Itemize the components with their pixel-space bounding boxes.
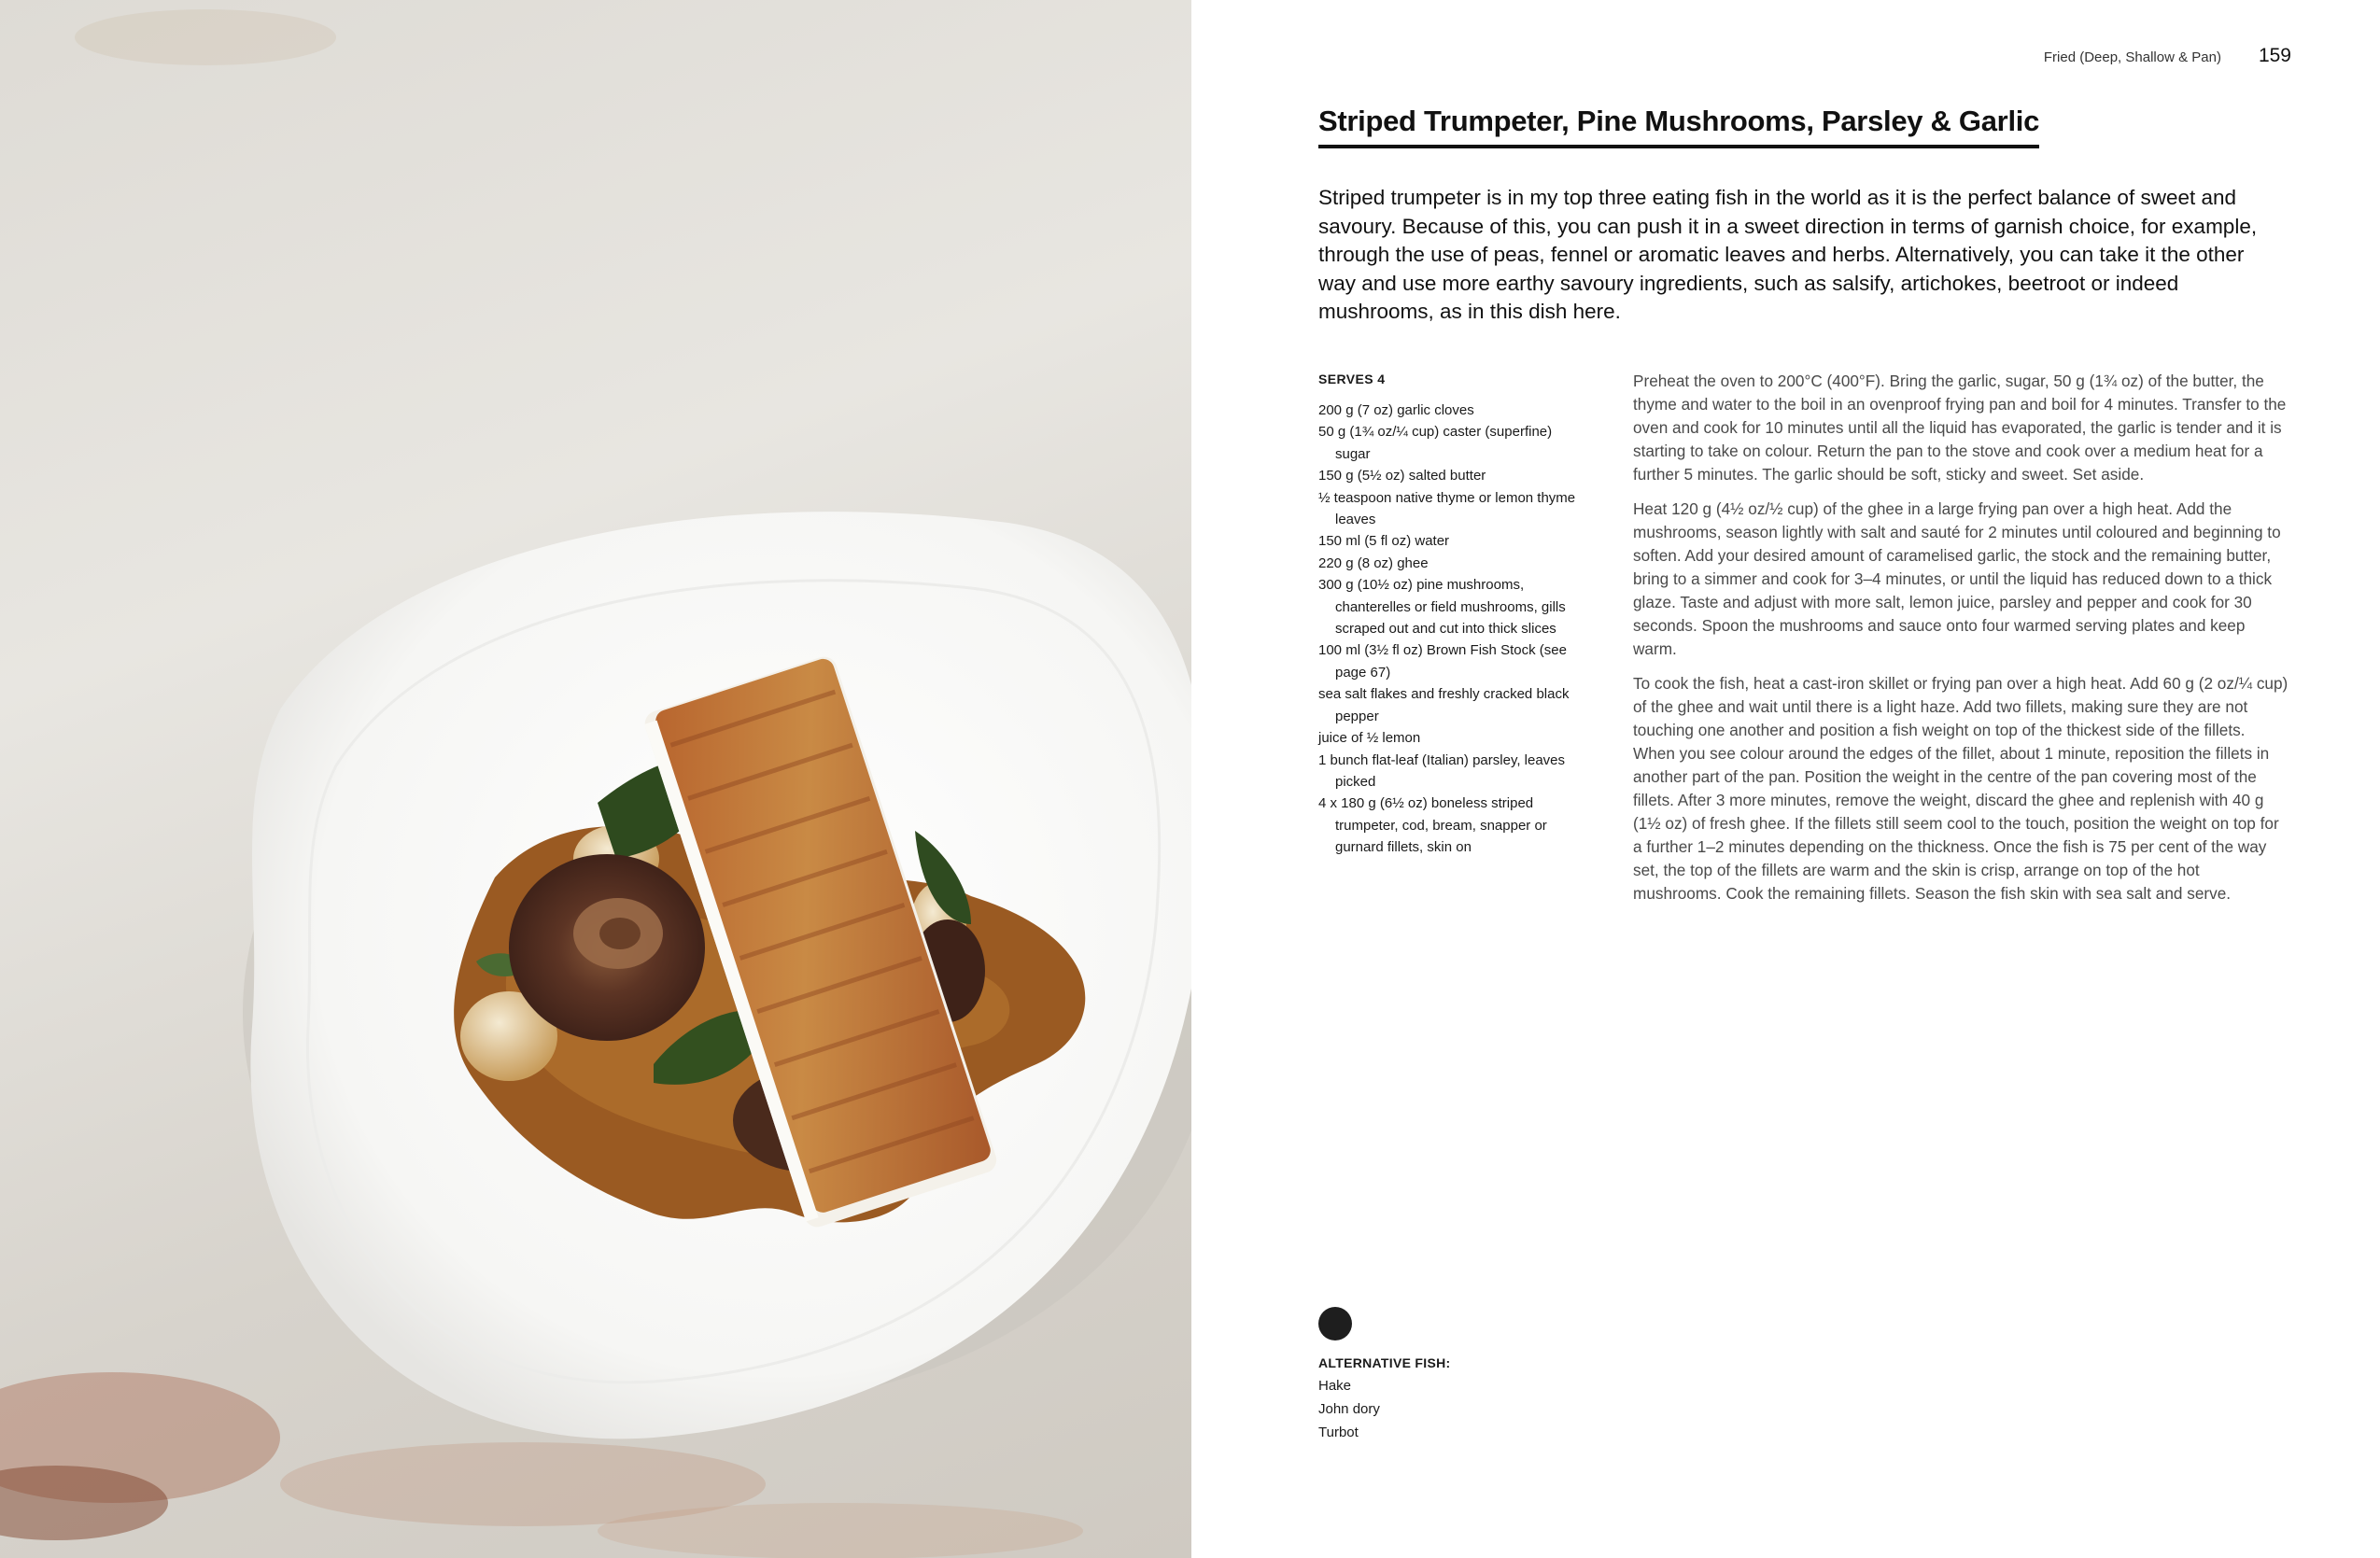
section-title: Fried (Deep, Shallow & Pan) [2043,49,2221,65]
alternative-fish-title: ALTERNATIVE FISH: [1318,1355,1451,1370]
ingredient-item: 4 x 180 g (6½ oz) boneless striped trumpeter, cod, bream, snapper or gurnard fillets, skin on [1318,795,1547,856]
ingredient-item: 150 ml (5 fl oz) water [1318,533,1450,550]
recipe-intro: Striped trumpeter is in my top three eating fish in the world as it is the perfect balance of sweet and savoury. Because of this, you can push it in a sweet direction in terms of garnish choice, for example, through the use of peas, fennel or aromatic leaves and herbs. Alternatively, you can take it the other way and use more earthy savoury ingredients, such as salsify, artichokes, beetroot or indeed mushrooms, as in this dish here. [1318,186,2258,323]
ingredient-item: 300 g (10½ oz) pine mushrooms, chanterelles or field mushrooms, gills scraped out and cut into thick slices [1318,577,1566,638]
method-step: To cook the fish, heat a cast-iron skillet or frying pan over a high heat. Add 60 g (2 oz/¼ cup) of the ghee and wait until there is a light haze. Add two fillets, making sure they are not touching one another and position a fish weight on top of the thickest side of the fillets. When you see colour around the edges of the fillet, about 1 minute, reposition the fillets in another part of the pan. Position the weight in the centre of the pan covering most of the fillets. After 3 more minutes, remove the weight, discard the ghee and replenish with 40 g (1½ oz) of fresh ghee. If the fillets still seem cool to the touch, position the weight on top for a further 1–2 minutes depending on the thickness. Once the fish is 75 per cent of the way set, the top of the fillets are warm and the skin is crisp, arrange on top of the hot mushrooms. Cook the remaining fillets. Season the fish skin with sea salt and serve. [1633,674,2288,903]
running-head [2044,45,2291,67]
ingredient-item: juice of ½ lemon [1318,730,1421,747]
alternative-fish-item: Hake [1318,1378,1352,1394]
ingredient-item: 200 g (7 oz) garlic cloves [1318,402,1474,418]
ingredients-column [1318,372,1589,859]
page-number: 159 [2258,45,2291,66]
ingredient-item: 1 bunch flat-leaf (Italian) parsley, leaves picked [1318,751,1566,790]
method-step: Preheat the oven to 200°C (400°F). Bring the garlic, sugar, 50 g (1¾ oz) of the butter, the thyme and water to the boil in an ovenproof frying pan and boil for 4 minutes. Transfer to the oven and cook for 10 minutes until all the liquid has evaporated, the garlic is tender and it is starting to take on colour. Return the pan to the stove and cook over a medium heat for a further 5 minutes. The garlic should be soft, sticky and sweet. Set aside. [1633,372,2287,484]
ingredient-item: 220 g (8 oz) ghee [1318,554,1429,571]
ingredient-item: 100 ml (3½ fl oz) Brown Fish Stock (see page 67) [1318,642,1567,681]
ingredients-list [1318,400,1589,859]
alternative-fish-item: Turbot [1318,1425,1359,1440]
ingredient-item: ½ teaspoon native thyme or lemon thyme leaves [1318,489,1576,528]
ingredient-item: sea salt flakes and freshly cracked black pepper [1318,686,1570,724]
recipe-title: Striped Trumpeter, Pine Mushrooms, Parsley & Garlic [1318,105,2039,148]
method-step: Heat 120 g (4½ oz/½ cup) of the ghee in a large frying pan over a high heat. Add the mushrooms, season lightly with salt and sauté for 2 minutes until coloured and beginning to soften. Add your desired amount of caramelised garlic, the stock and the remaining butter, bring to a simmer and cook for 3–4 minutes, or until the liquid has reduced down to a thick glaze. Taste and adjust with more salt, lemon juice, parsley and pepper and cook for 30 seconds. Spoon the mushrooms and sauce onto four warmed serving plates and keep warm. [1633,499,2281,658]
ingredient-item: 50 g (1¾ oz/¼ cup) caster (superfine) sugar [1318,424,1553,462]
alternative-fish [1318,1355,1450,1444]
ingredient-item: 150 g (5½ oz) salted butter [1318,468,1486,484]
alternative-fish-list [1318,1374,1450,1444]
alternative-fish-item: John dory [1318,1401,1380,1417]
method-column [1633,370,2290,917]
serves-label: SERVES 4 [1318,372,1386,386]
recipe-page [1191,0,2380,1558]
black-dot-icon [1318,1307,1352,1340]
